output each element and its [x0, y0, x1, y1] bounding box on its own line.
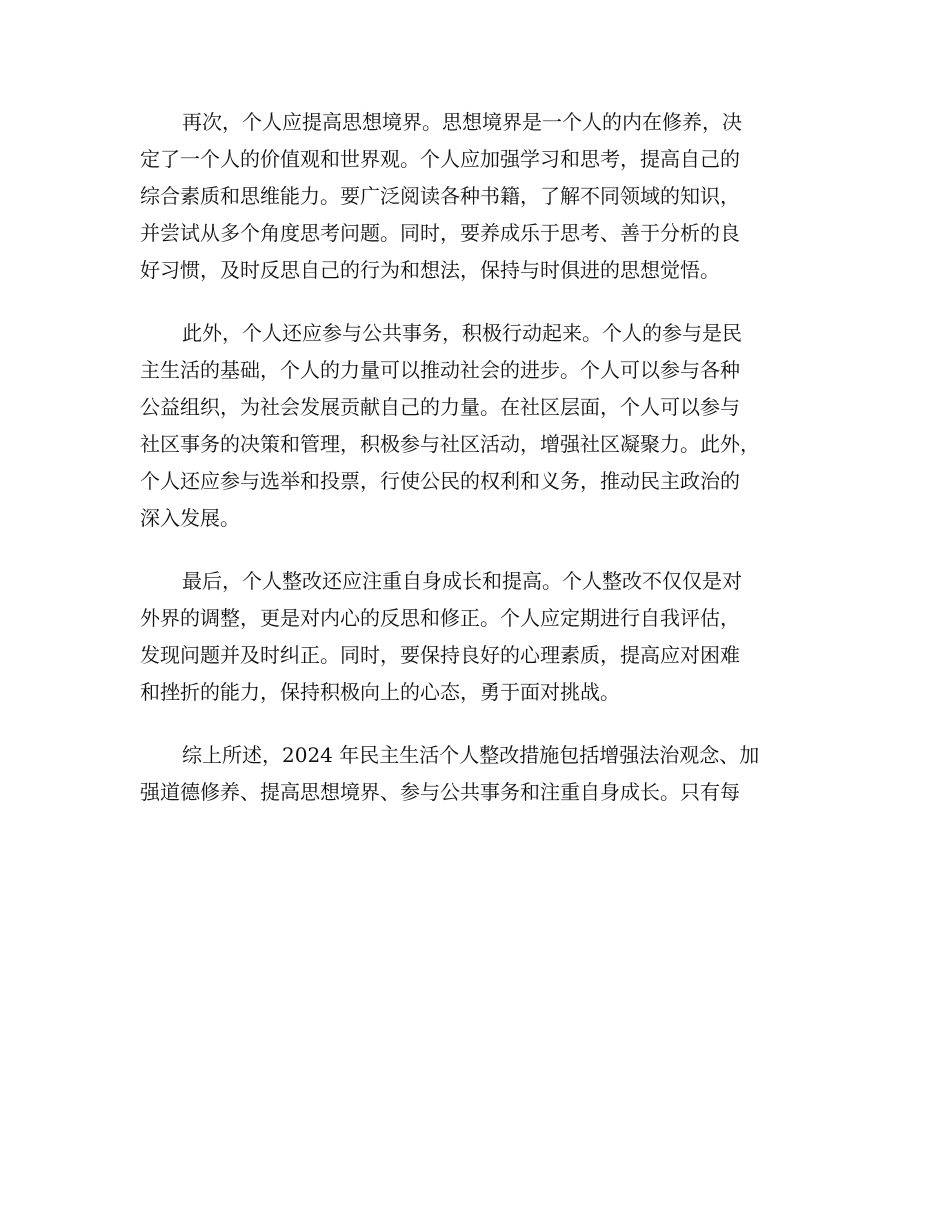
text-line: 社区事务的决策和管理，积极参与社区活动，增强社区凝聚力。此外， [140, 432, 760, 456]
text-line: 并尝试从多个角度思考问题。同时，要养成乐于思考、善于分析的良 [140, 221, 740, 245]
text-line: 此外，个人还应参与公共事务，积极行动起来。个人的参与是民 [182, 321, 742, 345]
text-line: 定了一个人的价值观和世界观。个人应加强学习和思考，提高自己的 [140, 147, 740, 171]
text-line: 个人还应参与选举和投票，行使公民的权利和义务，推动民主政治的 [140, 469, 740, 493]
document-body [140, 104, 830, 837]
text-line: 和挫折的能力，保持积极向上的心态，勇于面对挑战。 [140, 680, 620, 704]
text-line: 深入发展。 [140, 506, 240, 530]
text-line: 最后，个人整改还应注重自身成长和提高。个人整改不仅仅是对 [182, 569, 742, 593]
text-line: 主生活的基础，个人的力量可以推动社会的进步。个人可以参与各种 [140, 358, 740, 382]
text-line: 公益组织，为社会发展贡献自己的力量。在社区层面，个人可以参与 [140, 395, 740, 419]
text-line: 发现问题并及时纠正。同时，要保持良好的心理素质，提高应对困难 [140, 643, 740, 667]
text-line: 再次，个人应提高思想境界。思想境界是一个人的内在修养，决 [182, 110, 742, 134]
text-line: 综上所述，2024 年民主生活个人整改措施包括增强法治观念、加 [182, 743, 760, 767]
text-line: 强道德修养、提高思想境界、参与公共事务和注重自身成长。只有每 [140, 780, 740, 804]
text-line: 外界的调整，更是对内心的反思和修正。个人应定期进行自我评估， [140, 606, 740, 630]
text-line: 好习惯，及时反思自己的行为和想法，保持与时俱进的思想觉悟。 [140, 258, 720, 282]
text-line: 综合素质和思维能力。要广泛阅读各种书籍，了解不同领域的知识， [140, 184, 740, 208]
paragraph-self-growth [140, 563, 830, 711]
paragraph-summary [140, 737, 830, 811]
paragraph-thought [140, 104, 830, 289]
paragraph-public-affairs [140, 315, 830, 537]
